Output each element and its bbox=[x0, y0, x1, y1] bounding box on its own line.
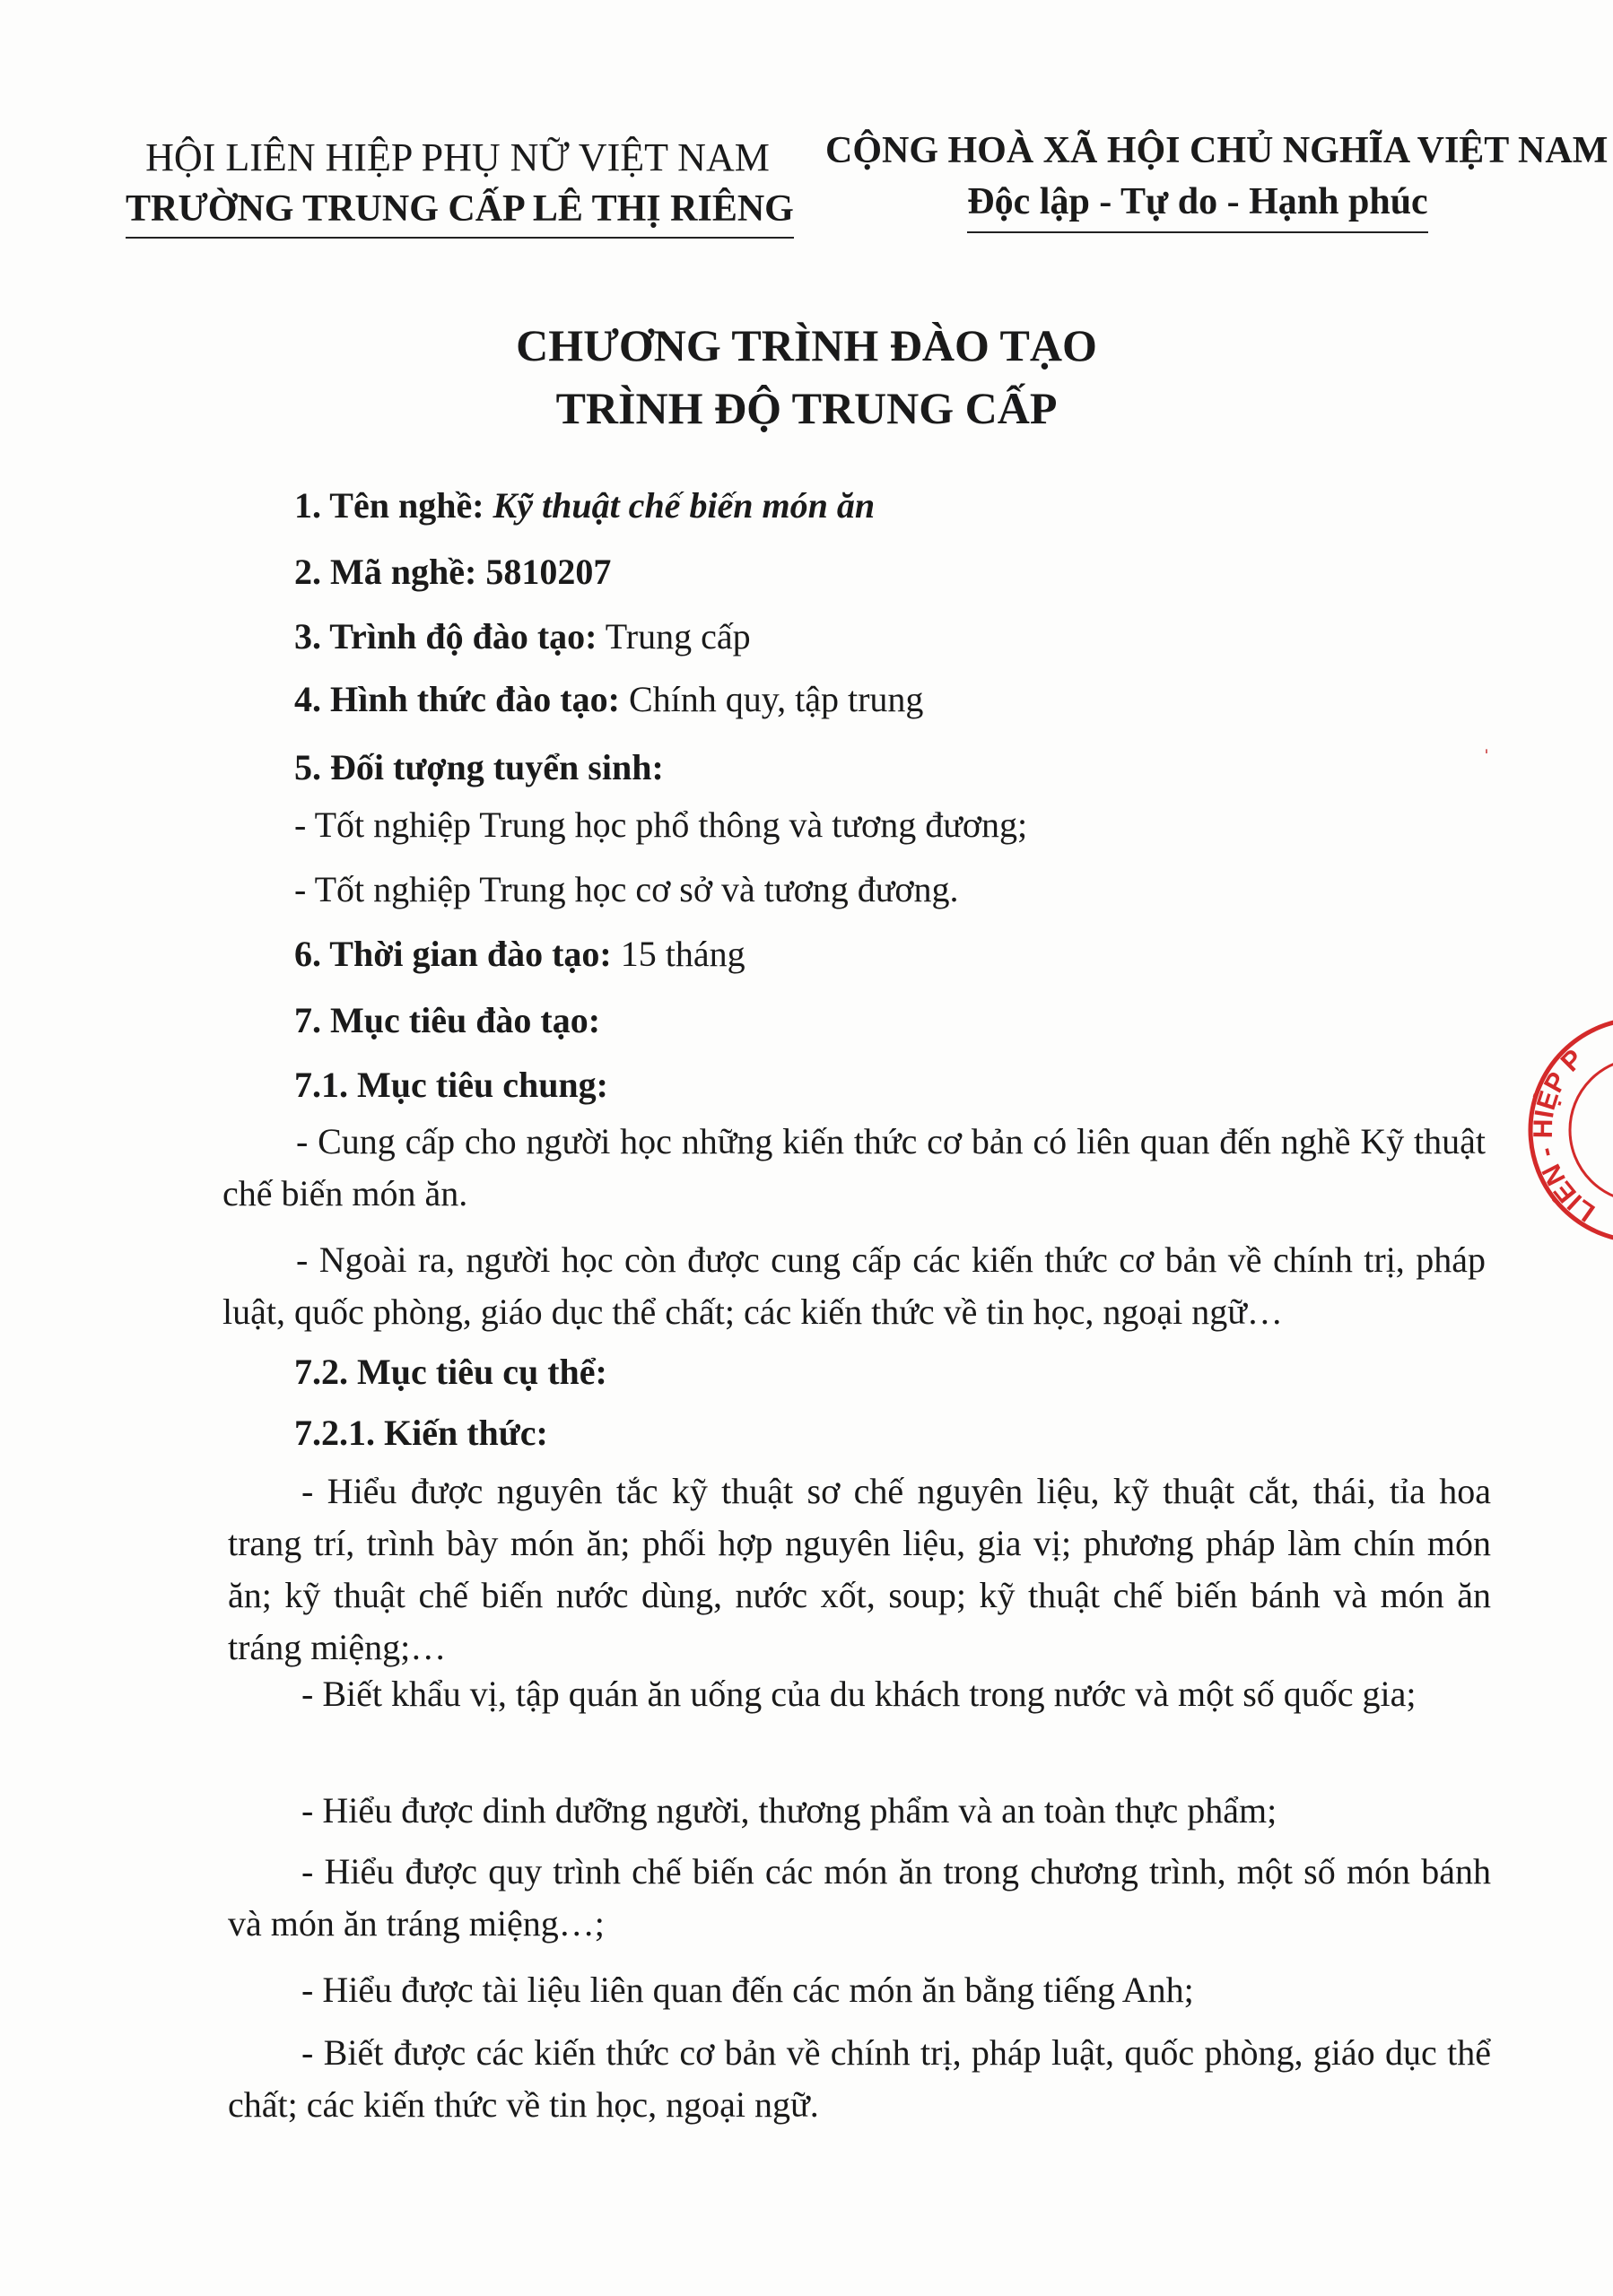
item-7-label: 7. Mục tiêu đào tạo: bbox=[294, 1000, 601, 1040]
item-6-value: 15 tháng bbox=[620, 934, 745, 974]
header-national-motto bbox=[825, 126, 1609, 233]
knowledge-item-1: - Hiểu được nguyên tắc kỹ thuật sơ chế nguyên liệu, kỹ thuật cắt, thái, tỉa hoa trang trí, trình bày món ăn; phối hợp nguyên liệu, gia vị; phương pháp làm chín món ăn; kỹ thuật chế biến nước dùng, nước xốt, soup; kỹ thuật chế biến bánh và món ăn tráng miệng;… bbox=[228, 1471, 1491, 1667]
school-name: TRƯỜNG TRUNG CẤP LÊ THỊ RIÊNG bbox=[126, 183, 794, 239]
item-7-2-label: 7.2. Mục tiêu cụ thể: bbox=[294, 1352, 607, 1392]
item-1-value: Kỹ thuật chế biến món ăn bbox=[493, 485, 876, 526]
item-1 bbox=[294, 484, 875, 527]
item-3-label: 3. Trình độ đào tạo: bbox=[294, 616, 597, 657]
item-1-label: 1. Tên nghề: bbox=[294, 485, 484, 526]
item-5-bullet-2: - Tốt nghiệp Trung học cơ sở và tương đương. bbox=[294, 869, 959, 909]
item-2 bbox=[294, 551, 611, 594]
organization-name: HỘI LIÊN HIỆP PHỤ NỮ VIỆT NAM bbox=[145, 135, 770, 179]
item-3-value: Trung cấp bbox=[605, 616, 751, 657]
item-2-label: 2. Mã nghề: 5810207 bbox=[294, 552, 612, 592]
item-7-2-1 bbox=[294, 1412, 548, 1455]
country-name: CỘNG HOÀ XÃ HỘI CHỦ NGHĨA VIỆT NAM bbox=[825, 130, 1609, 171]
knowledge-item-4: - Hiểu được quy trình chế biến các món ăn trong chương trình, một số món bánh và món ăn tráng miệng…; bbox=[228, 1851, 1491, 1944]
item-7-1 bbox=[294, 1064, 608, 1107]
title-line-1: CHƯƠNG TRÌNH ĐÀO TẠO bbox=[516, 320, 1097, 370]
item-7-2 bbox=[294, 1351, 607, 1394]
official-stamp-icon bbox=[1525, 1013, 1613, 1247]
item-3 bbox=[294, 615, 751, 658]
item-4 bbox=[294, 678, 923, 721]
knowledge-item-6: - Biết được các kiến thức cơ bản về chính trị, pháp luật, quốc phòng, giáo dục thể chất; các kiến thức về tin học, ngoại ngữ. bbox=[228, 2032, 1491, 2125]
knowledge-item-3: - Hiểu được dinh dưỡng người, thương phẩm và an toàn thực phẩm; bbox=[301, 1790, 1277, 1831]
stamp-text: LIÊN - HIỆP P bbox=[1528, 1043, 1600, 1228]
knowledge-item-5: - Hiểu được tài liệu liên quan đến các món ăn bằng tiếng Anh; bbox=[301, 1970, 1194, 2010]
item-7-1-label: 7.1. Mục tiêu chung: bbox=[294, 1065, 608, 1105]
item-4-value: Chính quy, tập trung bbox=[628, 679, 924, 719]
item-7-2-1-label: 7.2.1. Kiến thức: bbox=[294, 1413, 548, 1453]
goal-general-paragraph-1: - Cung cấp cho người học những kiến thức cơ bản có liên quan đến nghề Kỹ thuật chế biến món ăn. bbox=[222, 1121, 1486, 1213]
stamp-inner-ring bbox=[1570, 1058, 1613, 1202]
header-organization bbox=[126, 133, 794, 239]
item-6 bbox=[294, 933, 745, 976]
knowledge-item-2: - Biết khẩu vị, tập quán ăn uống của du khách trong nước và một số quốc gia; bbox=[301, 1674, 1417, 1714]
item-7 bbox=[294, 999, 600, 1042]
red-tick-mark-icon: ˈ bbox=[1482, 744, 1491, 774]
goal-general-paragraph-2: - Ngoài ra, người học còn được cung cấp các kiến thức cơ bản về chính trị, pháp luật, quốc phòng, giáo dục thể chất; các kiến thức về tin học, ngoại ngữ… bbox=[222, 1239, 1486, 1332]
motto: Độc lập - Tự do - Hạnh phúc bbox=[967, 176, 1427, 233]
item-5-label: 5. Đối tượng tuyển sinh: bbox=[294, 747, 664, 787]
title-line-2: TRÌNH ĐỘ TRUNG CẤP bbox=[555, 383, 1058, 433]
item-5 bbox=[294, 746, 664, 789]
item-4-label: 4. Hình thức đào tạo: bbox=[294, 679, 620, 719]
document-title bbox=[0, 314, 1613, 439]
item-5-bullet-1: - Tốt nghiệp Trung học phổ thông và tương đương; bbox=[294, 804, 1028, 845]
item-6-label: 6. Thời gian đào tạo: bbox=[294, 934, 612, 974]
